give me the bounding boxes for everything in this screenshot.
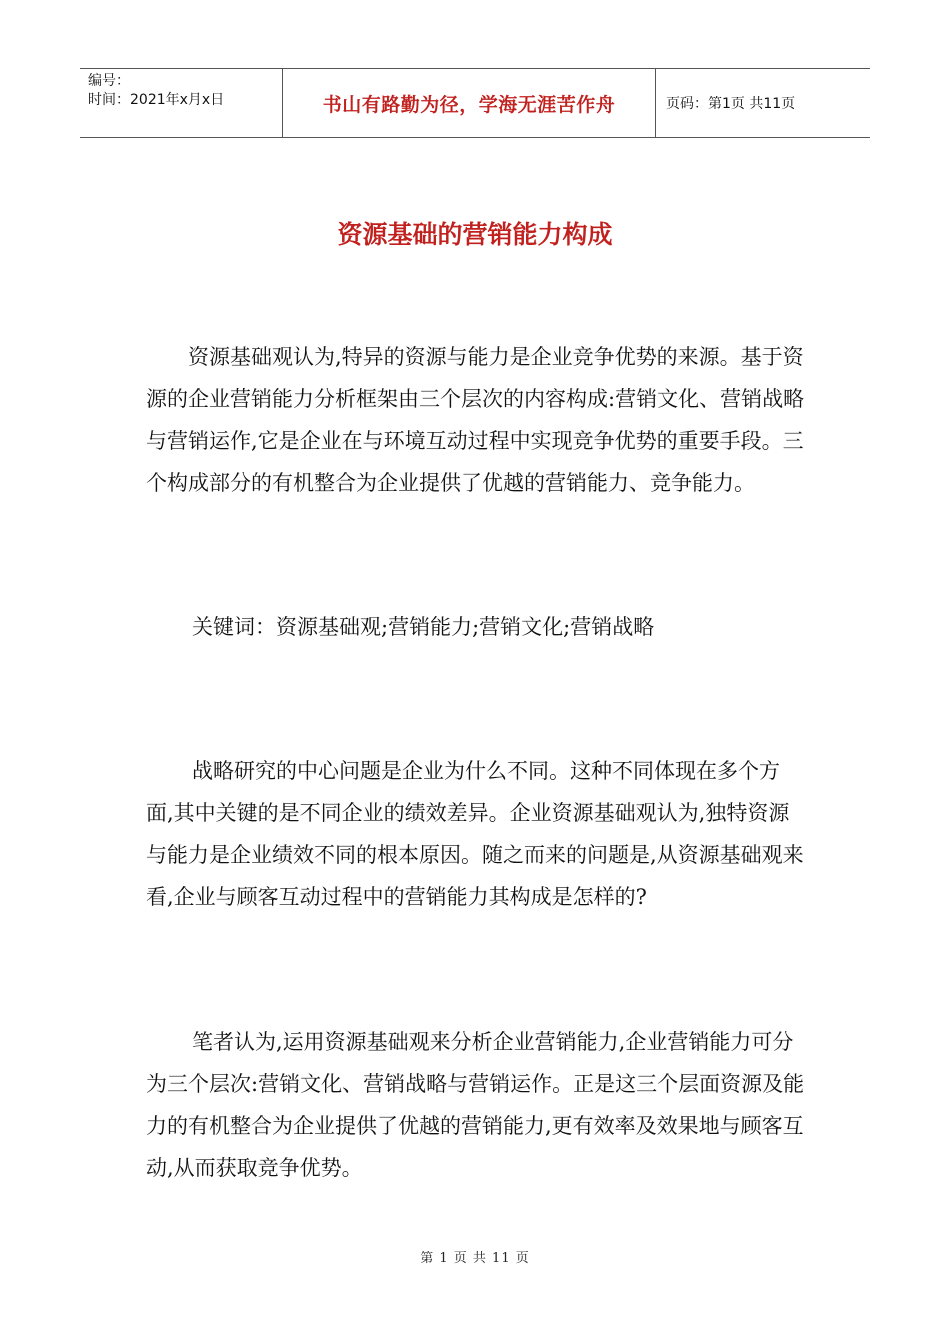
header-page-info: 页码：第1页 共11页 [666, 96, 796, 112]
abstract-paragraph: 资源基础观认为,特异的资源与能力是企业竞争优势的来源。基于资源的企业营销能力分析框架由三个层次的内容构成:营销文化、营销战略与营销运作,它是企业在与环境互动过程中实现竞争优势的重要手段。三个构成部分的有机整合为企业提供了优越的营销能力、竞争能力。 [146, 345, 805, 495]
header-motto: 书山有路勤为径，学海无涯苦作舟 [282, 69, 656, 137]
page-footer: 第 1 页 共 11 页 [420, 1251, 530, 1266]
number-label: 编号： [88, 73, 130, 89]
keywords-paragraph: 关键词：资源基础观;营销能力;营销文化;营销战略 [192, 615, 655, 639]
body-paragraph-2: 笔者认为,运用资源基础观来分析企业营销能力,企业营销能力可分为三个层次:营销文化、营销战略与营销运作。正是这三个层面资源及能力的有机整合为企业提供了优越的营销能力,更有效率及效果地与顾客互动,从而获取竞争优势。 [146, 1030, 805, 1180]
time-label: 时间：2021年x月x日 [88, 92, 225, 108]
document-title: 资源基础的营销能力构成 [337, 220, 613, 249]
header-meta [80, 69, 282, 137]
body-paragraph-1: 战略研究的中心问题是企业为什么不同。这种不同体现在多个方面,其中关键的是不同企业的绩效差异。企业资源基础观认为,独特资源与能力是企业绩效不同的根本原因。随之而来的问题是,从资源基础观来看,企业与顾客互动过程中的营销能力其构成是怎样的? [146, 759, 804, 909]
document-header [80, 68, 870, 138]
